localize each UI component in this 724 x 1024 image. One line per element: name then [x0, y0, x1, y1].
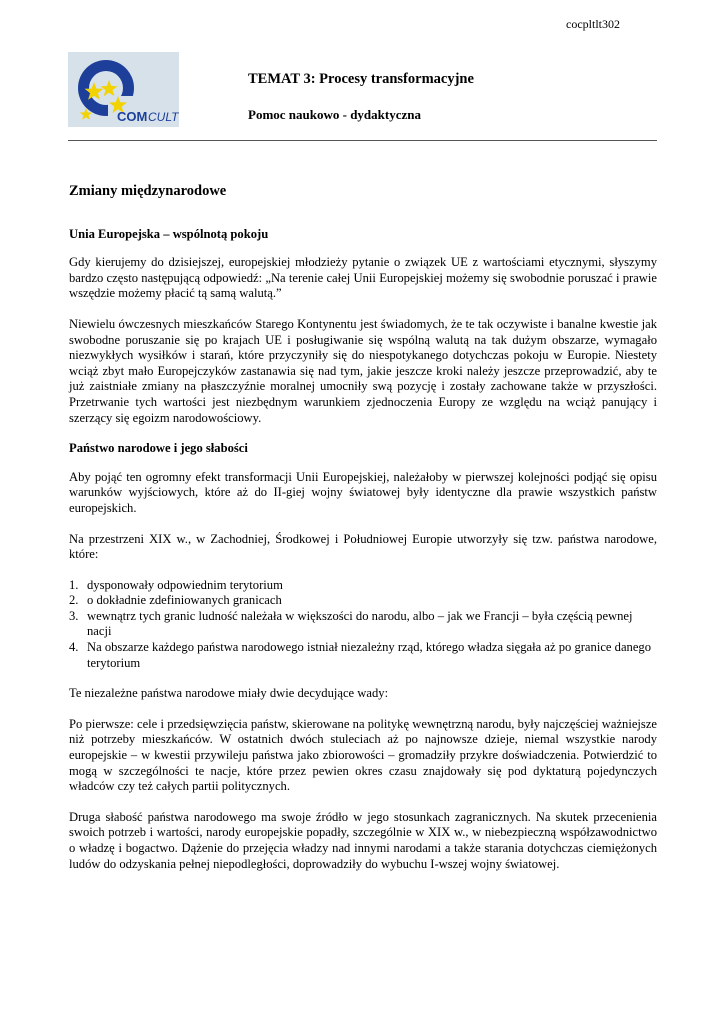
list-number: 3.: [69, 608, 79, 623]
comcult-logo: [68, 52, 179, 127]
header-divider: [68, 140, 657, 141]
paragraph: Te niezależne państwa narodowe miały dwie decydujące wady:: [69, 686, 389, 701]
paragraph: Niewielu ówczesnych mieszkańców Starego Kontynentu jest świadomych, że te tak oczywiste i banalne kwestie jak swobodne poruszanie się po krajach UE i posługiwanie się wspólną walutą na tak dużym obszarze, wymagało niezwykłych wysiłków i starań, które przyczyniły się do niespotykanego dotychczas pokoju w Europie. Niestety wciąż zbyt mało Europejczyków zastanawia się nad tym, jakie jeszcze kroki należy jeszcze przeprowadzić, aby te już zaistniałe zmiany na płaszczyźnie moralnej umocniły swą pozycję i zostały zachowane także w przyszłości. Przetrwanie tych wartości jest niezbędnym warunkiem zjednoczenia Europy ze względu na wciąż panujący i szerzący się egoizm narodowościowy.: [69, 316, 657, 425]
list-item: [69, 609, 657, 640]
list-number: 1.: [69, 577, 79, 592]
list-text: Na obszarze każdego państwa narodowego istniał niezależny rząd, którego władza sięgała aż po granice danego terytorium: [87, 640, 652, 670]
list-number: 2.: [69, 593, 79, 608]
document-code: cocpltlt302: [566, 17, 620, 31]
list-item: [69, 640, 657, 671]
comcult-logo-icon: [68, 52, 179, 127]
page-title: Zmiany międzynarodowe: [69, 183, 227, 199]
conditions-list: [69, 578, 657, 672]
paragraph: Druga słabość państwa narodowego ma swoje źródło w jego stosunkach zagranicznych. Na skutek przecenienia swoich potrzeb i wartości, narody europejskie popadły, szczególnie w XIX w., w niebezpieczną współzawodnictwo o władzę i bogactwo. Dążenie do przejęcia władzy nad innymi narodami a także starania dotychczas ciemiężonych ludów do odzyskania pełnej niepodległości, doprowadziły do wybuchu I-wszej wojny światowej.: [69, 809, 657, 871]
paragraph: Gdy kierujemy do dzisiejszej, europejskiej młodzieży pytanie o związek UE z wartościami etycznymi, słyszymy bardzo często następującą odpowiedź: „Na terenie całej Unii Europejskiej możemy się swobodnie poruszać i prawie wszędzie możemy płacić tą samą walutą.”: [69, 255, 657, 301]
paragraph: Aby pojąć ten ogromny efekt transformacji Unii Europejskiej, należałoby w pierwszej kolejności podjąć się opisu warunków wyjściowych, które aż do II-giej wojny światowej były identyczne dla prawie wszystkich państw europejskich.: [69, 469, 657, 515]
list-text: dysponowały odpowiednim terytorium: [87, 577, 283, 592]
list-text: o dokładnie zdefiniowanych granicach: [87, 593, 282, 608]
header-subtitle: Pomoc naukowo - dydaktyczna: [248, 107, 421, 122]
logo-text-italic: CULT: [148, 110, 179, 124]
list-number: 4.: [69, 640, 79, 655]
paragraph: Po pierwsze: cele i przedsięwzięcia państw, skierowane na politykę wewnętrzną narodu, były najczęściej ważniejsze niż potrzeby mieszkańców. W ostatnich dwóch stuleciach aż po najnowsze dzieje, niemal wszystkie narody europejskie – w kwestii przywileju państwa jako zbiorowości – gromadziły przykre doświadczenia. Potwierdzić to mogą w szczególności te nacje, które przez pewien okres czasu znajdowały się pod dyktaturą pojedynczych władców czy też całych partii politycznych.: [69, 716, 657, 794]
logo-text-main: COM: [117, 109, 148, 124]
section-heading-eu: Unia Europejska – wspólnotą pokoju: [69, 226, 269, 241]
header-title: TEMAT 3: Procesy transformacyjne: [248, 71, 474, 87]
section-heading-nation-state: Państwo narodowe i jego słabości: [69, 441, 248, 456]
list-item: [69, 578, 657, 594]
list-text: wewnątrz tych granic ludność należała w większości do narodu, albo – jak we Francji – była częścią pewnej nacji: [87, 608, 633, 639]
paragraph: Na przestrzeni XIX w., w Zachodniej, Środkowej i Południowej Europie utworzyły się tzw. państwa narodowe, które:: [69, 531, 657, 562]
document-body: [69, 184, 657, 887]
list-item: [69, 593, 657, 609]
